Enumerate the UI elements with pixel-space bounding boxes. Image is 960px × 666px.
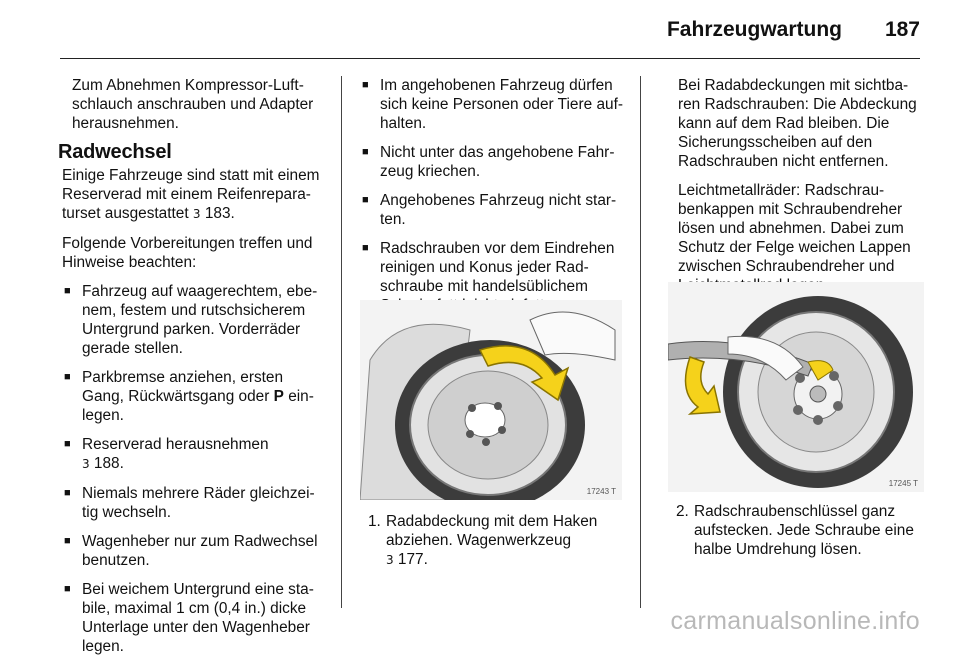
- figure-code: 17243 T: [586, 487, 616, 496]
- list-item: ■ Fahrzeug auf waagerechtem, ebenem, festem und rutschsicherem Untergrund parken. Vorderräder gerade stellen.: [62, 282, 324, 358]
- column-2: [360, 76, 626, 325]
- list-item: ■ Bei weichem Untergrund eine stabile, maximal 1 cm (0,4 in.) dicke Unterlage unter den Wagenheber legen.: [62, 580, 324, 656]
- paragraph-preparations: Folgende Vorbereitungen treffen und Hinweise beachten:: [62, 235, 313, 271]
- list-item: ■ Nicht unter das angehobene Fahrzeug kriechen.: [360, 143, 626, 181]
- intro-paragraph: Zum Abnehmen Kompressor-Luftschlauch anschrauben und Adapter herausnehmen.: [72, 77, 314, 132]
- paragraph-tire-repair: [62, 166, 324, 224]
- list-item: ■ Wagenheber nur zum Radwechsel benutzen.: [62, 532, 324, 570]
- list-item: [62, 368, 324, 425]
- column-divider-1: [341, 76, 342, 608]
- list-item: [62, 435, 324, 474]
- list-item: ■ Radschrauben vor dem Eindrehen reinigen und Konus jeder Radschraube mit handelsüblichem: [360, 239, 626, 315]
- list-item-text: einlegen.: [82, 388, 314, 424]
- list-item-text: Reserverad herausnehmen: [82, 436, 269, 453]
- page-header-title: Fahrzeugwartung: [666, 18, 842, 41]
- step-2: [668, 502, 924, 559]
- step-number: 2.: [676, 503, 689, 520]
- header-rule: [60, 58, 920, 59]
- page-reference[interactable]: 188.: [93, 455, 124, 472]
- step-text: Radschraubenschlüssel ganz aufstecken. Jede Schraube eine halbe Umdrehung lösen.: [694, 503, 914, 558]
- step-1: [360, 512, 626, 570]
- step-number: 1.: [368, 513, 381, 530]
- gear-p-label: P: [273, 388, 284, 405]
- column-divider-2: [640, 76, 641, 608]
- page-number: 187: [884, 18, 920, 41]
- list-item: ■ Niemals mehrere Räder gleichzeitig wechseln.: [62, 484, 324, 522]
- list-item: ■ Im angehobenen Fahrzeug dürfen sich keine Personen oder Tiere aufhalten.: [360, 76, 626, 133]
- paragraph-alloy-wheels: Leichtmetallräder: Radschraubenkappen mit Schraubendreher lösen und abnehmen. Dabei zum Schutz der Felge weichen Lappen zwischen Schraubendreher und: [678, 182, 911, 275]
- wheel-cover-illustration: [360, 300, 622, 500]
- step-item: [668, 502, 924, 559]
- page-reference[interactable]: 177.: [397, 551, 428, 568]
- watermark: carmanualsonline.info: [670, 607, 920, 635]
- page-reference[interactable]: 183.: [204, 205, 235, 222]
- preparation-list: [62, 282, 324, 656]
- safety-list: [360, 76, 626, 315]
- figure-code: 17245 T: [888, 479, 918, 488]
- list-item-text: Parkbremse anziehen, ersten Gang, Rückwärtsgang oder: [82, 369, 284, 405]
- figure-wheel-cover-removal: [360, 300, 622, 500]
- column-1: [58, 76, 324, 666]
- page-reference-icon: 3: [386, 553, 394, 567]
- page-reference-icon: 3: [192, 207, 201, 221]
- section-heading: Radwechsel: [58, 141, 172, 163]
- page-reference-icon: 3: [82, 457, 90, 471]
- figure-wheel-wrench: [668, 282, 924, 492]
- wheel-wrench-illustration: [668, 282, 924, 492]
- paragraph-text: Einige Fahrzeuge sind statt mit einem Reserverad mit einem Reifenreparaturset ausgestattet: [62, 167, 320, 222]
- step-item: [360, 512, 626, 570]
- column-3: [668, 76, 924, 305]
- step-text: Radabdeckung mit dem Haken abziehen. Wagenwerkzeug: [386, 513, 598, 549]
- paragraph-visible-bolts: Bei Radabdeckungen mit sichtbaren Radschrauben: Die Abdeckung kann auf dem Rad bleiben. Die Sicherungsscheiben auf den Radschrauben nicht entfernen.: [678, 77, 917, 170]
- list-item: ■ Angehobenes Fahrzeug nicht starten.: [360, 191, 626, 229]
